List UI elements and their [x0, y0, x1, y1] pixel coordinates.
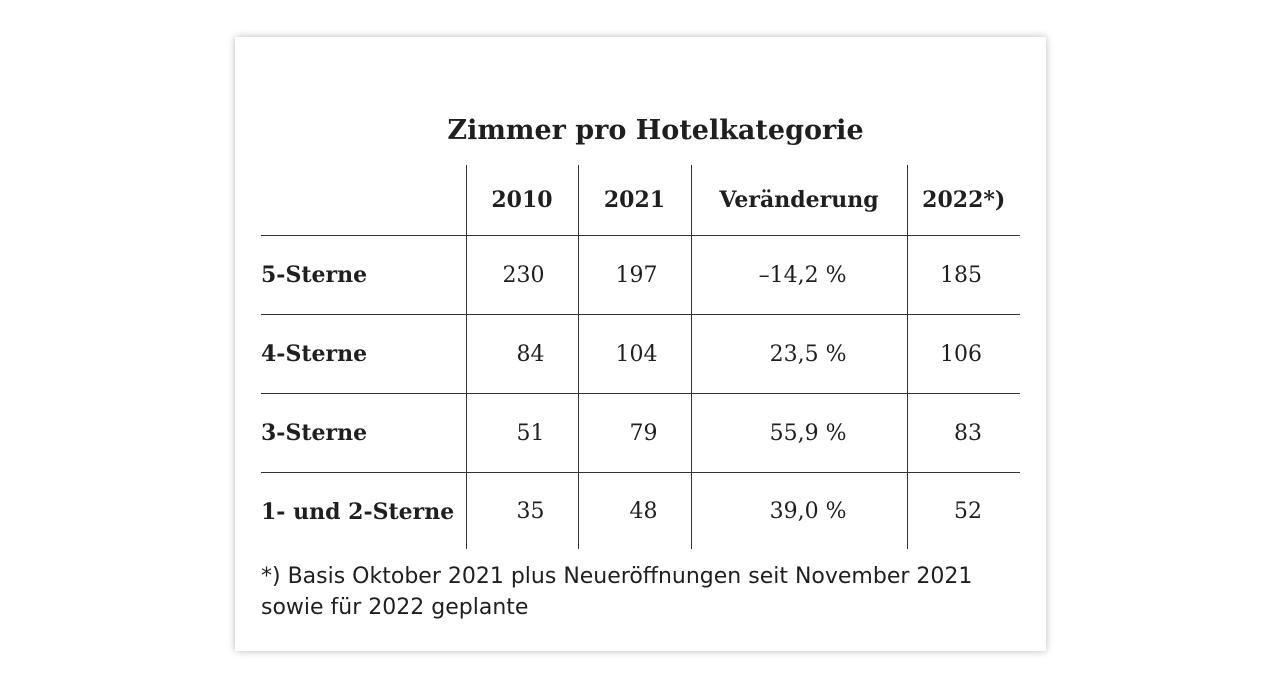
row-label: 3-Sterne — [261, 394, 466, 473]
header-2022: 2022*) — [907, 165, 1020, 236]
cell-2021: 197 — [578, 236, 691, 315]
header-corner — [261, 165, 466, 236]
cell-2021: 104 — [578, 315, 691, 394]
cell-2021: 79 — [578, 394, 691, 473]
table-row — [261, 394, 1020, 473]
table-title: Zimmer pro Hotelkategorie — [447, 115, 864, 146]
hotel-rooms-table — [261, 165, 1020, 549]
header-row — [261, 165, 1020, 236]
row-label: 4-Sterne — [261, 315, 466, 394]
cell-change: 23,5 % — [691, 315, 907, 394]
cell-2010: 84 — [466, 315, 578, 394]
cell-2022: 185 — [907, 236, 1020, 315]
table-card — [235, 37, 1046, 651]
row-label: 1- und 2-Sterne — [261, 473, 466, 550]
cell-2022: 106 — [907, 315, 1020, 394]
cell-2022: 83 — [907, 394, 1020, 473]
cell-2010: 230 — [466, 236, 578, 315]
table-row — [261, 236, 1020, 315]
cell-change: –14,2 % — [691, 236, 907, 315]
cell-2022: 52 — [907, 473, 1020, 550]
cell-2010: 51 — [466, 394, 578, 473]
footnote: *) Basis Oktober 2021 plus Neueröffnungen seit November 2021 sowie für 2022 geplante — [261, 564, 973, 620]
row-label: 5-Sterne — [261, 236, 466, 315]
cell-change: 39,0 % — [691, 473, 907, 550]
table-row — [261, 473, 1020, 550]
cell-2010: 35 — [466, 473, 578, 550]
cell-2021: 48 — [578, 473, 691, 550]
table-row — [261, 315, 1020, 394]
header-change: Veränderung — [691, 165, 907, 236]
header-2021: 2021 — [578, 165, 691, 236]
header-2010: 2010 — [466, 165, 578, 236]
cell-change: 55,9 % — [691, 394, 907, 473]
